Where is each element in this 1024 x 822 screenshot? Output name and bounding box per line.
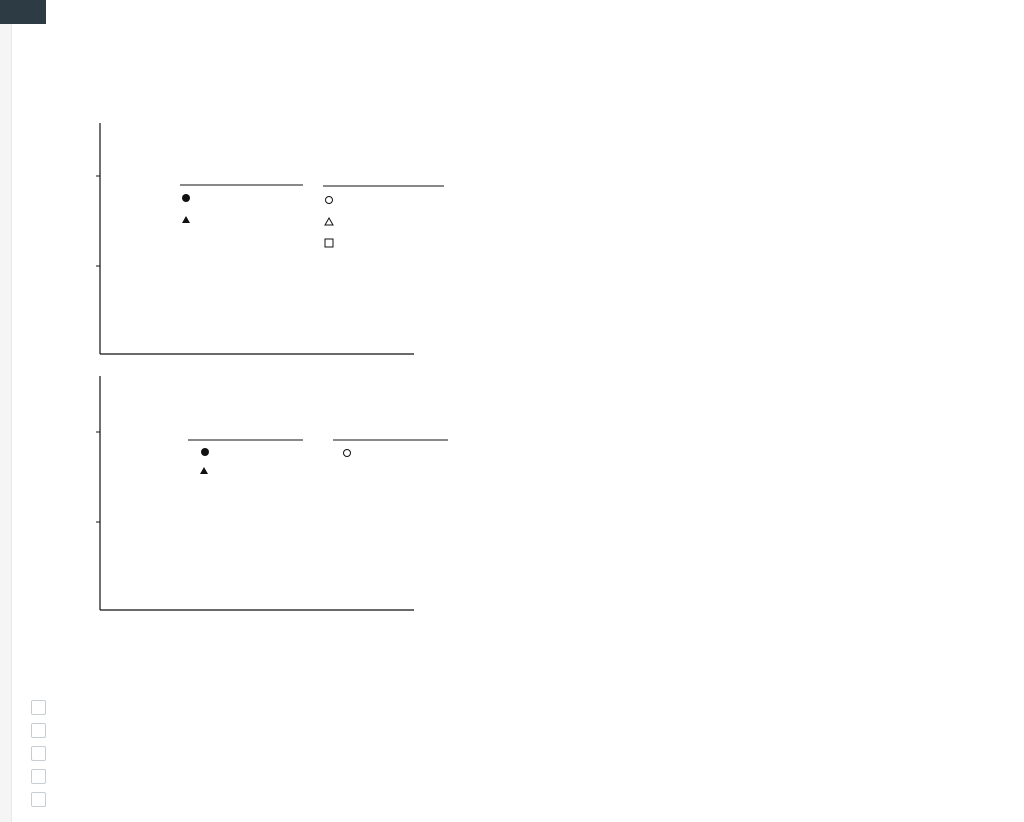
legend-open-square <box>325 239 333 247</box>
legend-filled-triangle <box>200 467 208 474</box>
question-margin-bar <box>0 24 12 822</box>
legend-open-circle <box>344 450 351 457</box>
checkbox[interactable] <box>31 792 46 807</box>
answer-list <box>31 696 54 811</box>
kelp-urchin-figure <box>28 118 458 678</box>
answer-option-a[interactable] <box>31 696 54 719</box>
answer-option-e[interactable] <box>31 788 54 811</box>
answer-option-d[interactable] <box>31 765 54 788</box>
legend-filled-triangle <box>182 216 190 223</box>
legend-filled-circle <box>201 448 209 456</box>
checkbox[interactable] <box>31 700 46 715</box>
legend-open-triangle <box>325 218 333 225</box>
answer-option-c[interactable] <box>31 742 54 765</box>
legend-filled-circle <box>182 194 190 202</box>
figure-svg <box>28 118 458 678</box>
checkbox[interactable] <box>31 723 46 738</box>
answer-option-b[interactable] <box>31 719 54 742</box>
legend-open-circle <box>326 197 333 204</box>
question-number <box>0 0 46 24</box>
checkbox[interactable] <box>31 769 46 784</box>
checkbox[interactable] <box>31 746 46 761</box>
